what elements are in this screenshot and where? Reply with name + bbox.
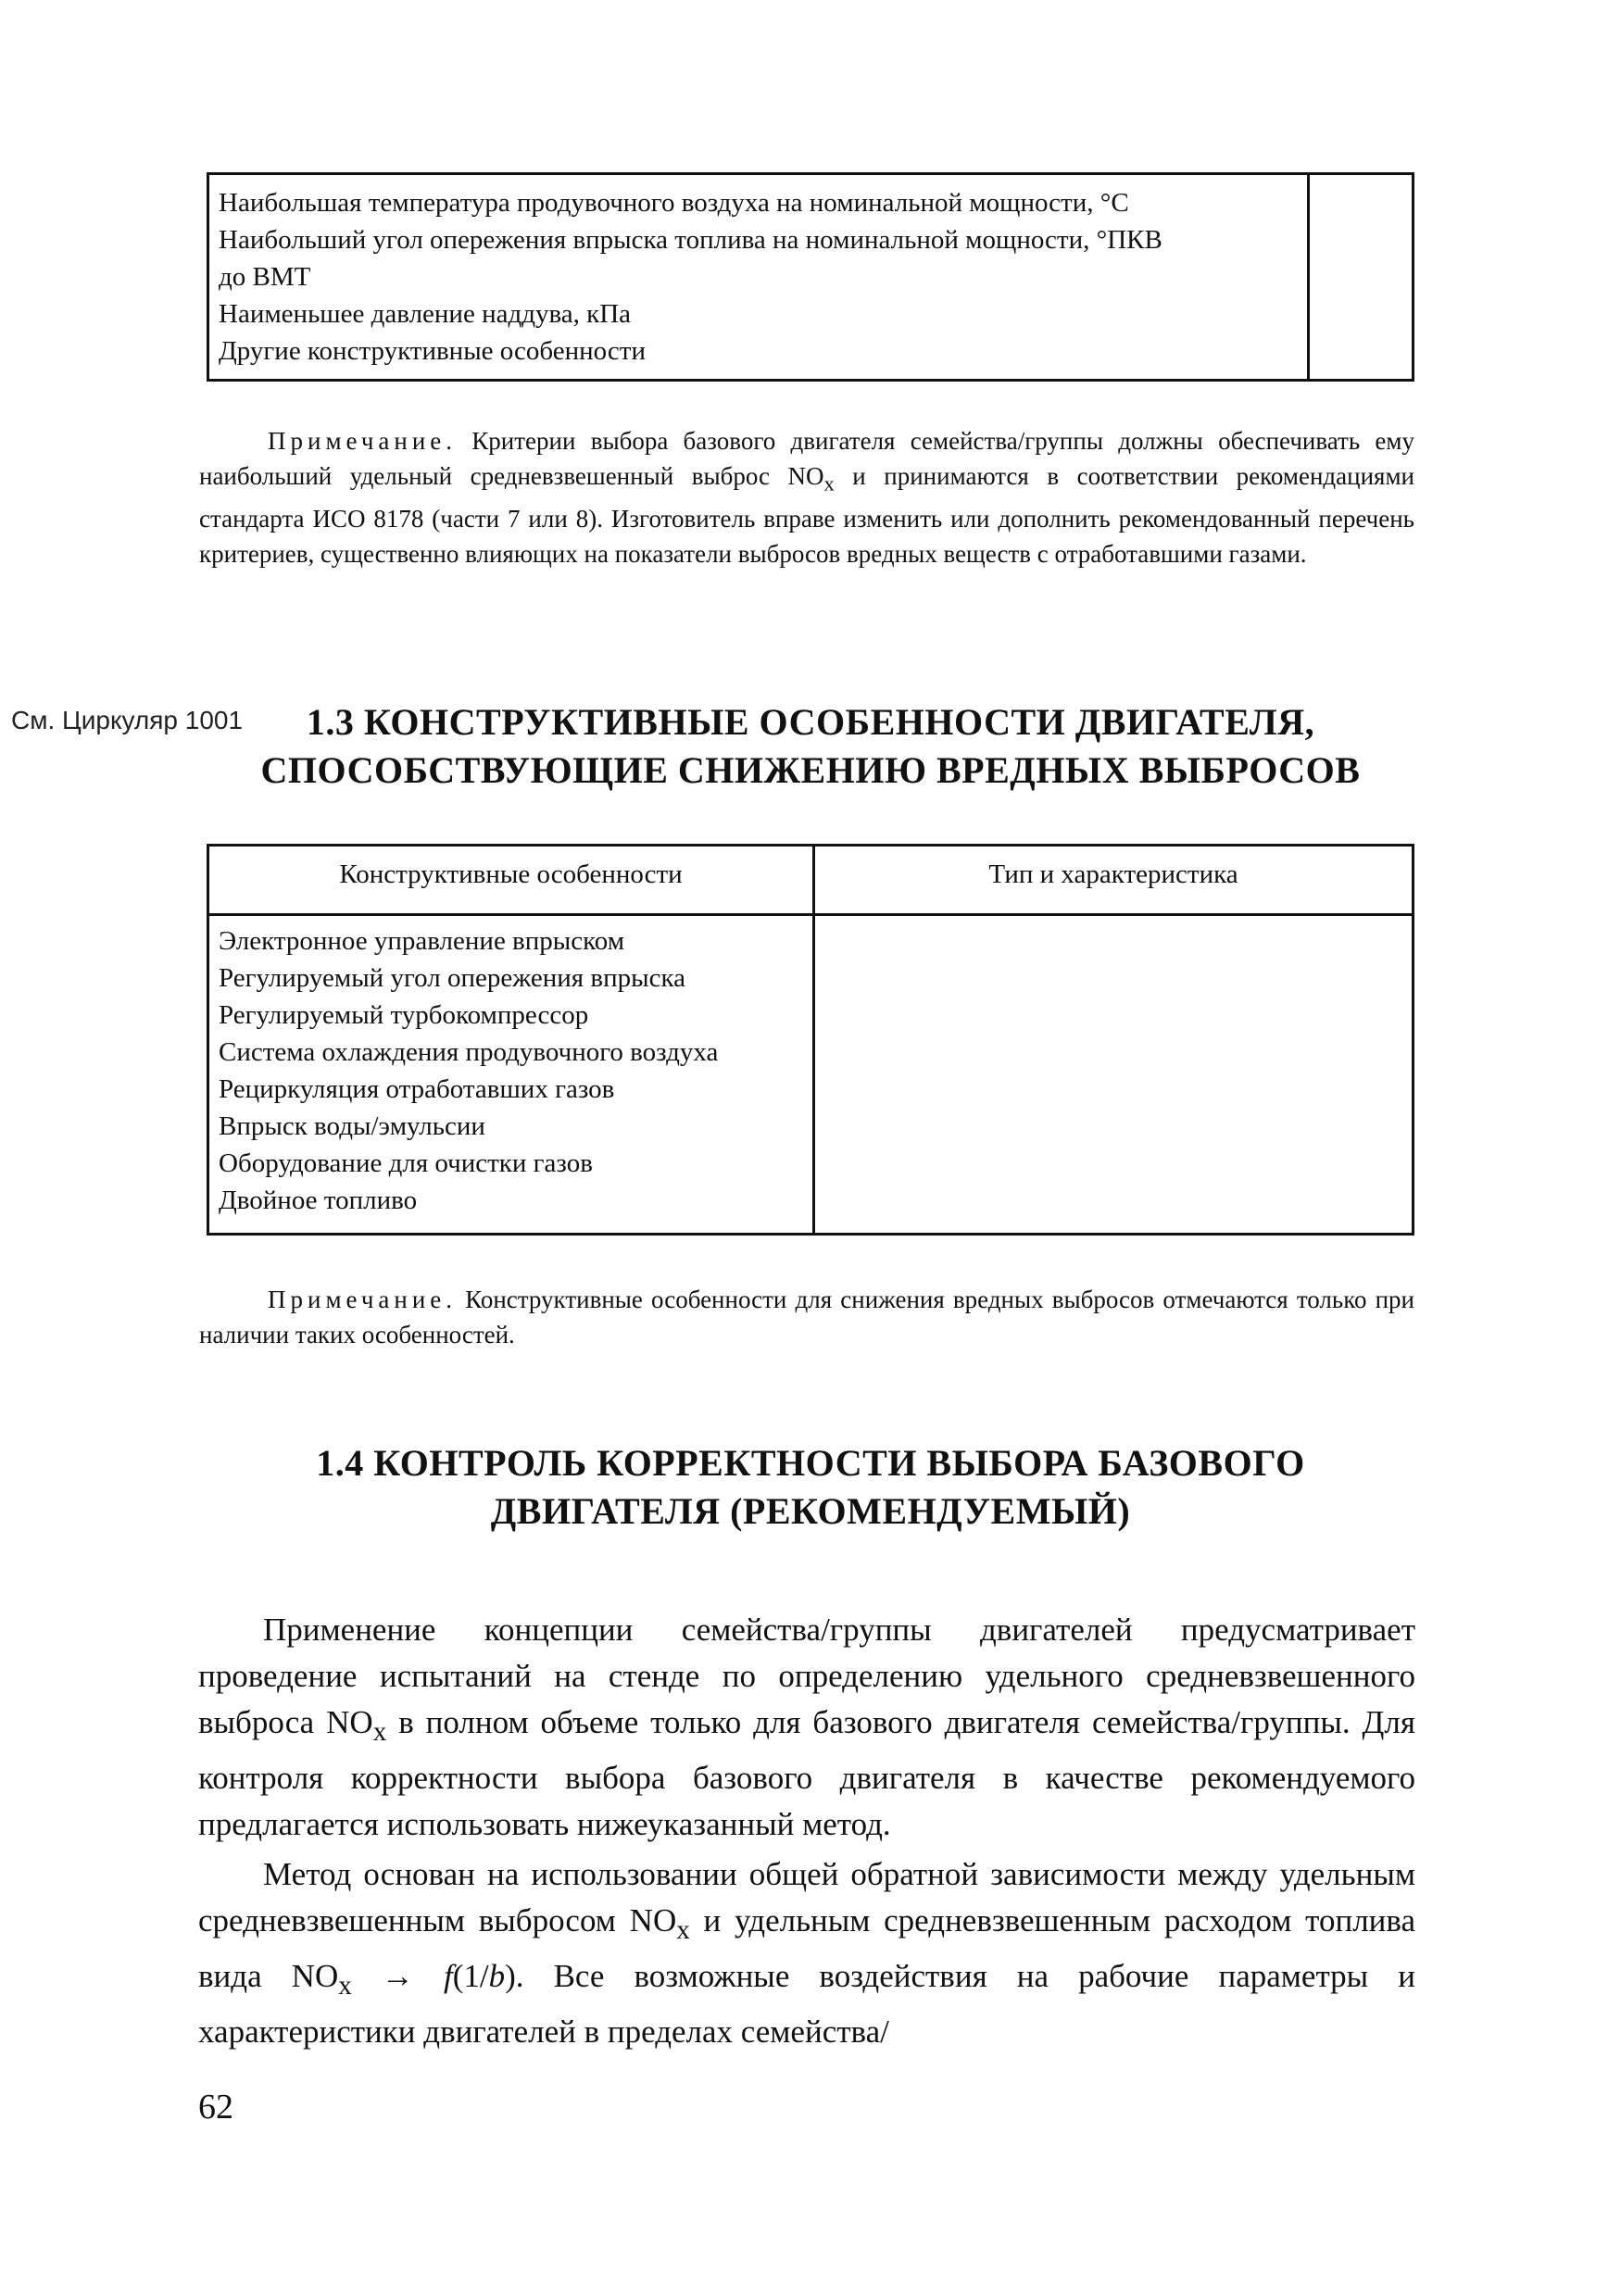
table-header xyxy=(209,847,1412,916)
criteria-table-continued xyxy=(207,172,1414,382)
feature-item: Рециркуляция отработавших газов xyxy=(219,1074,615,1104)
note-lead: Примечание. xyxy=(268,427,458,455)
feature-item: Регулируемый угол опережения впрыска xyxy=(219,963,685,993)
criteria-row: Другие конструктивные особенности xyxy=(219,336,646,366)
page-number: 62 xyxy=(198,2088,233,2127)
features-table xyxy=(207,844,1414,1236)
column-header-type: Тип и характеристика xyxy=(988,859,1238,889)
circular-reference: См. Циркуляр 1001 xyxy=(11,706,244,734)
note-criteria: Примечание. Критерии выбора базового двигателя семейства/группы должны обеспечивать ему наибольший удельный средневзвешенный выброс $NO_x$ и принимаются в соответствии рекомендациями стандарта ИСО 8178 (части 7 или 8). Изготовитель вправе изменить или дополнить рекомендованный перечень критериев, существенно влияющих на показатели выбросов вредных веществ с отработавшими газами. xyxy=(199,427,1414,569)
criteria-row: Наибольшая температура продувочного воздуха на номинальной мощности, °С xyxy=(219,188,1129,218)
paragraph: Метод основан на использовании общей обратной зависимости между удельным средневзвешенным выбросом $NO_x$ и удельным средневзвешенным расходом топлива вида $NO_x \to f(1/b)$. Все возможные воздействия на рабочие параметры и характеристики двигателей в пределах семейства/ xyxy=(198,1856,1415,2050)
feature-item: Регулируемый турбокомпрессор xyxy=(219,1000,589,1030)
column-header-features: Конструктивные особенности xyxy=(339,859,683,889)
paragraph: Применение концепции семейства/группы двигателей предусматривает проведение испытаний на стенде по определению удельного средневзвешенного выброса $NO_x$ в полном объеме только для базового двигателя семейства/группы. Для контроля корректности выбора базового двигателя в качестве рекомендуемого предлагается использовать нижеуказанный метод. xyxy=(198,1612,1415,1842)
note-lead: Примечание. xyxy=(268,1286,458,1313)
feature-item: Оборудование для очистки газов xyxy=(219,1148,593,1178)
feature-item: Двойное топливо xyxy=(219,1186,418,1215)
criteria-row: Наименьшее давление наддува, кПа xyxy=(219,299,632,329)
column-divider xyxy=(812,847,815,1233)
section-heading-1-3: 1.3 КОНСТРУКТИВНЫЕ ОСОБЕННОСТИ ДВИГАТЕЛЯ, СПОСОБСТВУЮЩИЕ СНИЖЕНИЮ ВРЕДНЫХ ВЫБРОСОВ xyxy=(260,701,1361,791)
note-features: Примечание. Конструктивные особенности для снижения вредных выбросов отмечаются только при наличии таких особенностей. xyxy=(199,1286,1414,1349)
criteria-cell xyxy=(209,175,1310,379)
criteria-row: Наибольший угол опережения впрыска топлива на номинальной мощности, °ПКВ xyxy=(219,225,1162,255)
feature-item: Электронное управление впрыском xyxy=(219,926,625,956)
section-heading-1-4: 1.4 КОНТРОЛЬ КОРРЕКТНОСТИ ВЫБОРА БАЗОВОГО ДВИГАТЕЛЯ (РЕКОМЕНДУЕМЫЙ) xyxy=(316,1442,1305,1532)
feature-item: Впрыск воды/эмульсии xyxy=(219,1111,485,1141)
features-list xyxy=(219,922,811,1219)
feature-item: Система охлаждения продувочного воздуха xyxy=(219,1037,719,1067)
body-text xyxy=(198,1607,1415,2055)
criteria-row: до ВМТ xyxy=(219,262,311,292)
